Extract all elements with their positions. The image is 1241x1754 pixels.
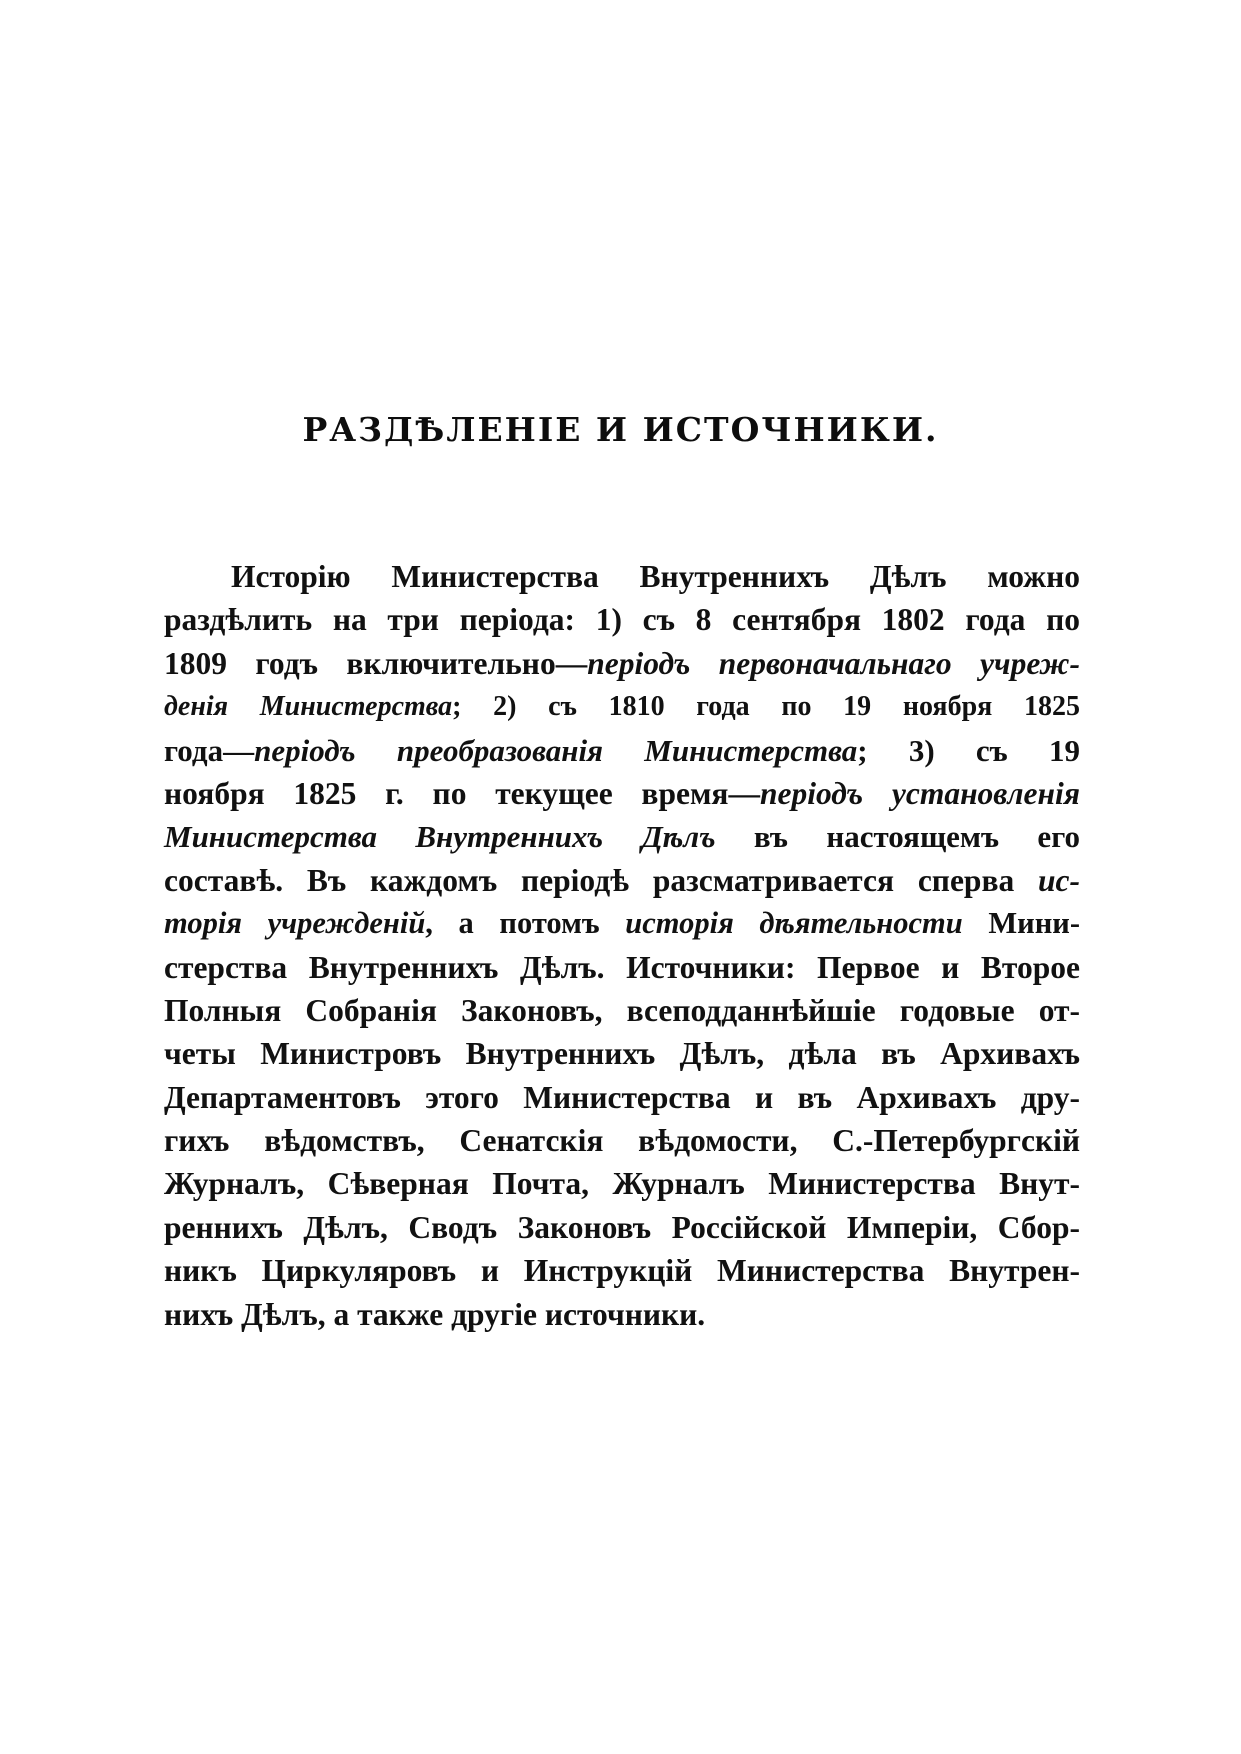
italic-phrase: торія учрежденій — [164, 906, 426, 941]
body-paragraph — [164, 555, 1080, 1336]
section-heading: РАЗДѢЛЕНІЕ И ИСТОЧНИКИ. — [302, 410, 939, 449]
text-line: нихъ Дѣлъ, а также другіе источники. — [164, 1296, 706, 1332]
text-line: денія Министерства; 2) съ 1810 года по 19 ноября 1825 — [164, 691, 1080, 723]
text-line: четы Министровъ Внутреннихъ Дѣлъ, дѣла въ Архивахъ — [164, 1036, 1080, 1072]
text-line: раздѣлить на три періода: 1) съ 8 сентября 1802 года по — [164, 602, 1080, 638]
text-line: реннихъ Дѣлъ, Сводъ Законовъ Россійской Имперіи, Сбор- — [164, 1209, 1080, 1245]
text-line: ноября 1825 г. по текущее время—періодъ установленія — [164, 775, 1080, 811]
text-line: составѣ. Въ каждомъ періодѣ разсматривается сперва ис- — [164, 862, 1080, 898]
text-line: года—періодъ преобразованія Министерства; 3) съ 19 — [164, 732, 1080, 768]
italic-phrase: исторія дѣятельности — [625, 906, 963, 941]
italic-phrase: ис- — [1038, 862, 1080, 898]
italic-phrase: періодъ первоначальнаго учреж- — [587, 645, 1080, 681]
italic-phrase: періодъ преобразованія Министерства — [254, 732, 858, 768]
italic-phrase: денія Министерства — [164, 691, 453, 723]
text-line: Министерства Внутреннихъ Дѣлъ въ настоящемъ его — [164, 819, 1080, 855]
text-line: Полныя Собранія Законовъ, всеподданнѣйшіе годовые от- — [164, 992, 1080, 1028]
italic-phrase: періодъ установленія — [759, 775, 1080, 811]
text-line: гихъ вѣдомствъ, Сенатскія вѣдомости, С.-Петербургскій — [164, 1123, 1080, 1159]
text-line: стерства Внутреннихъ Дѣлъ. Источники: Первое и Второе — [164, 949, 1080, 985]
text-line: 1809 годъ включительно—періодъ первоначальнаго учреж- — [164, 645, 1080, 681]
italic-phrase: Министерства Внутреннихъ Дѣлъ — [164, 819, 716, 855]
text-line: Журналъ, Сѣверная Почта, Журналъ Министерства Внут- — [164, 1166, 1080, 1202]
text-line: торія учрежденій, а потомъ исторія дѣятельности Мини- — [164, 906, 1080, 941]
text-line: Департаментовъ этого Министерства и въ Архивахъ дру- — [164, 1079, 1080, 1115]
text-line: никъ Циркуляровъ и Инструкцій Министерства Внутрен- — [164, 1253, 1080, 1289]
text-line: Исторію Министерства Внутреннихъ Дѣлъ можно — [231, 559, 1080, 594]
